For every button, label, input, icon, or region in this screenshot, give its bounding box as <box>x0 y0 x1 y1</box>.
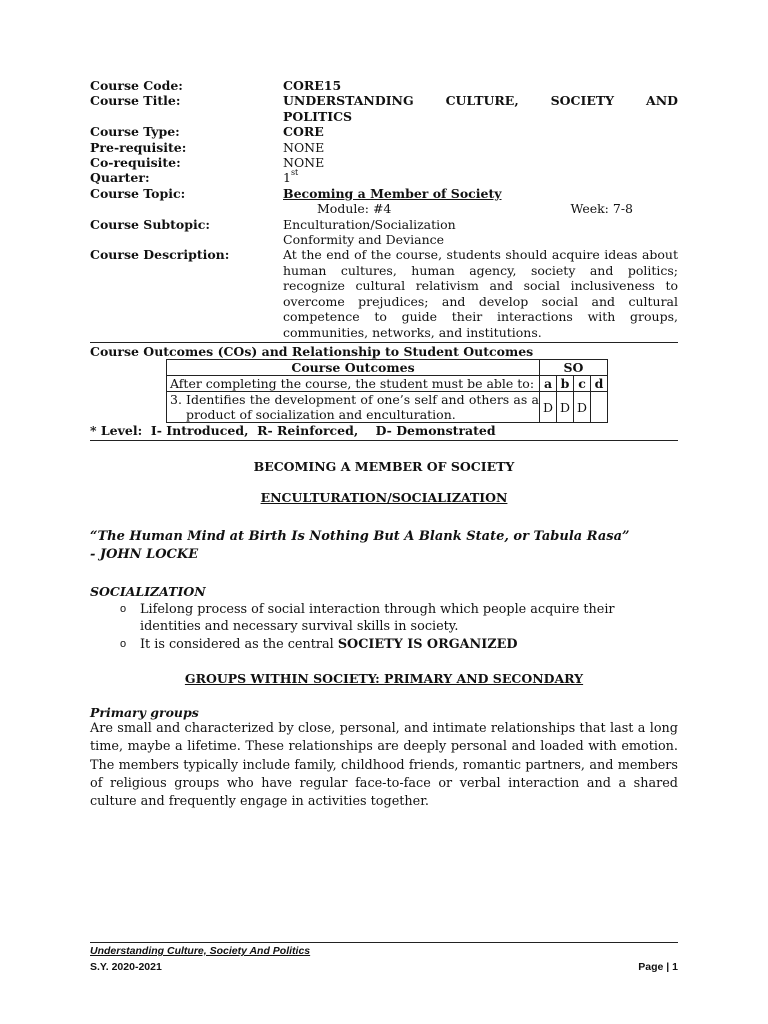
outcome-item-number: 3. <box>170 392 182 408</box>
list-item: o Lifelong process of social interaction through which people acquire their identities and necessary survival skills in society. <box>120 601 678 636</box>
quarter-label: Quarter: <box>90 170 150 186</box>
main-subtitle: ENCULTURATION/SOCIALIZATION <box>260 490 508 506</box>
outcomes-heading: Course Outcomes (COs) and Relationship to Student Outcomes <box>90 342 678 359</box>
week-range: Week: 7-8 <box>570 201 633 217</box>
list-item <box>120 636 678 654</box>
footer-course-name: Understanding Culture, Society And Politics <box>90 945 311 957</box>
outcomes-intro: After completing the course, the student must be able to: <box>167 376 540 392</box>
coreq-row <box>90 155 678 170</box>
topic-value: Becoming a Member of Society <box>283 185 502 201</box>
outcome-level <box>591 392 608 423</box>
description-label: Course Description: <box>90 247 230 263</box>
outcome-item-text: Identifies the development of one’s self and others as a product of socialization and enculturation. <box>186 392 539 423</box>
outcomes-table <box>166 359 608 423</box>
course-code-label: Course Code: <box>90 78 183 93</box>
outcome-item <box>167 392 540 423</box>
bullet-2-bold: SOCIETY IS ORGANIZED <box>337 636 518 652</box>
description-value: At the end of the course, students should acquire ideas about human cultures, human agency, society and politics; recognize cultural relativism and social inclusiveness to overcome prejudices; and develop social and cultural competence to guide their interactions with groups, communities, networks, and institutions. <box>283 247 678 340</box>
course-title-value: UNDERSTANDING CULTURE, SOCIETY AND POLITICS <box>283 93 678 124</box>
course-code-value: CORE15 <box>283 78 342 93</box>
outcome-level: D <box>574 392 591 423</box>
footer-page-number: Page | 1 <box>638 961 678 973</box>
socialization-heading: SOCIALIZATION <box>90 583 206 599</box>
outcome-level: D <box>540 392 557 423</box>
page-footer <box>90 942 678 973</box>
bullet-2-text: It is considered as the central <box>140 636 338 652</box>
subtopic-value <box>283 217 678 248</box>
groups-heading: GROUPS WITHIN SOCIETY: PRIMARY AND SECONDARY <box>184 671 584 687</box>
main-title: BECOMING A MEMBER OF SOCIETY <box>253 458 515 474</box>
quarter-row <box>90 170 678 185</box>
prereq-value: NONE <box>283 139 325 155</box>
subtopic-1: Enculturation/Socialization <box>283 216 456 232</box>
course-type-label: Course Type: <box>90 124 180 140</box>
coreq-label: Co-requisite: <box>90 155 181 171</box>
level-legend: * Level: I- Introduced, R- Reinforced, D- Demonstrated <box>90 423 678 440</box>
prereq-row <box>90 140 678 155</box>
course-title-row <box>90 93 678 124</box>
quarter-suffix: st <box>290 168 299 178</box>
coreq-value: NONE <box>283 155 325 171</box>
module-number: Module: #4 <box>317 201 392 217</box>
outcomes-header-row <box>167 360 608 376</box>
so-letter: b <box>557 376 574 392</box>
course-type-value: CORE <box>283 124 324 140</box>
subtopic-2: Conformity and Deviance <box>283 232 445 248</box>
subtopic-row <box>90 217 678 248</box>
footer-row <box>90 961 678 973</box>
outcomes-col-header: Course Outcomes <box>167 360 540 376</box>
description-row <box>90 247 678 339</box>
quarter-number: 1 <box>283 170 291 186</box>
course-type-row <box>90 124 678 139</box>
outcome-item-row <box>167 392 608 423</box>
prereq-label: Pre-requisite: <box>90 139 187 155</box>
quarter-value <box>283 170 678 185</box>
so-letter: c <box>574 376 591 392</box>
module-row <box>90 201 678 216</box>
document-page <box>90 78 678 811</box>
footer-school-year: S.Y. 2020-2021 <box>90 961 162 973</box>
primary-groups-text: Are small and characterized by close, personal, and intimate relationships that last a long time, maybe a lifetime. These relationships are deeply personal and loaded with emotion. The members typically include family, childhood friends, romantic partners, and members of religious groups who have regular face-to-face or verbal interaction and a shared culture and frequently engage in activities together. <box>90 721 678 810</box>
so-col-header: SO <box>540 360 608 376</box>
topic-row <box>90 186 678 201</box>
subtopic-label: Course Subtopic: <box>90 216 210 232</box>
course-title-label: Course Title: <box>90 93 181 109</box>
outcomes-intro-row <box>167 376 608 392</box>
primary-groups-heading: Primary groups <box>90 704 199 720</box>
outcome-level: D <box>557 392 574 423</box>
socialization-list <box>90 601 678 654</box>
locke-quote: “The Human Mind at Birth Is Nothing But A Blank State, or Tabula Rasa” - JOHN LOCKE <box>90 528 630 562</box>
topic-label: Course Topic: <box>90 185 186 201</box>
so-letter: d <box>591 376 608 392</box>
course-code-row <box>90 78 678 93</box>
so-letter: a <box>540 376 557 392</box>
